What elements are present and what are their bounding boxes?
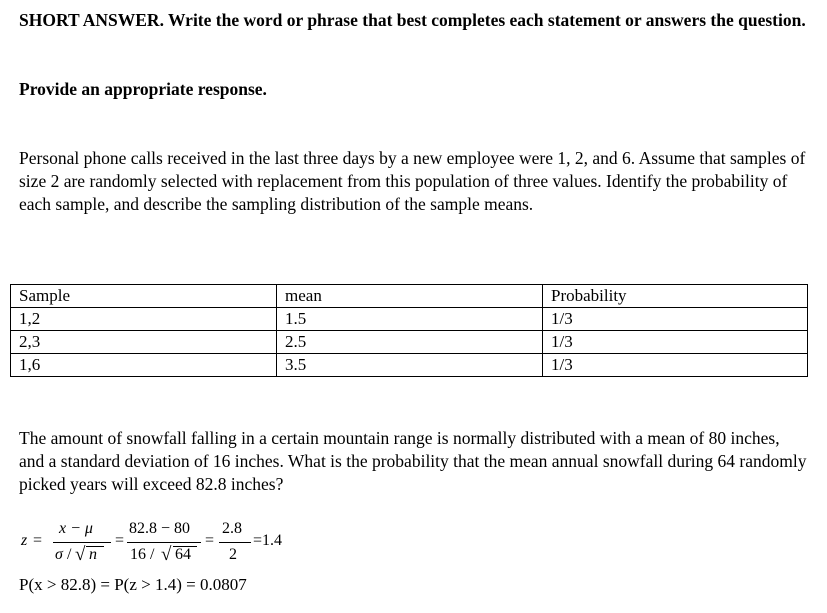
- z-score-formula: [19, 515, 439, 575]
- formula-denominator-2b: 64: [175, 546, 191, 563]
- table-cell: 1/3: [543, 331, 808, 354]
- formula-z: z: [21, 532, 28, 549]
- formula-numerator-3: 2.8: [222, 520, 242, 537]
- sample-table: [10, 284, 808, 377]
- table-cell: 1/3: [543, 308, 808, 331]
- probability-answer: P(x > 82.8) = P(z > 1.4) = 0.0807: [19, 575, 247, 594]
- formula-denominator-3: 2: [229, 546, 237, 563]
- table-cell: 2,3: [11, 331, 277, 354]
- formula-equals: =: [115, 532, 125, 549]
- sqrt-symbol: √: [75, 544, 86, 565]
- header-mean: mean: [277, 285, 543, 308]
- table-row: [11, 308, 808, 331]
- formula-sigma: σ: [55, 546, 63, 563]
- formula-equals: =: [33, 532, 43, 549]
- table-cell: 1,2: [11, 308, 277, 331]
- formula-denominator-2a: 16 /: [130, 546, 155, 563]
- question-2-text: The amount of snowfall falling in a certain mountain range is normally distributed with a mean of 80 inches, and a standard deviation of 16 inches. What is the probability that the mean annual snowfall during 64 randomly picked years will exceed 82.8 inches?: [19, 428, 807, 494]
- formula-n: n: [89, 546, 97, 563]
- formula-numerator-2: 82.8 − 80: [129, 520, 191, 537]
- sqrt-symbol: √: [161, 544, 172, 565]
- table-cell: 1/3: [543, 354, 808, 377]
- fraction-bar: [53, 542, 111, 543]
- question-1-text: Personal phone calls received in the last three days by a new employee were 1, 2, and 6. Assume that samples of size 2 are randomly selected with replacement from this population of three values. Identify the probability of each sample, and describe the sampling distribution of the sample means.: [19, 148, 806, 214]
- table-header-row: [11, 285, 808, 308]
- table-row: [11, 331, 808, 354]
- table-cell: 1,6: [11, 354, 277, 377]
- header-probability: Probability: [543, 285, 808, 308]
- fraction-bar: [127, 542, 201, 543]
- formula-equals: =: [205, 532, 215, 549]
- instruction-text: Provide an appropriate response.: [19, 79, 267, 99]
- table-cell: 2.5: [277, 331, 543, 354]
- table-cell: 1.5: [277, 308, 543, 331]
- formula-result: =1.4: [253, 532, 283, 549]
- fraction-bar: [219, 542, 251, 543]
- table-cell: 3.5: [277, 354, 543, 377]
- section-heading: SHORT ANSWER. Write the word or phrase that best completes each statement or answers the question.: [19, 10, 806, 30]
- table-row: [11, 354, 808, 377]
- formula-slash: /: [67, 546, 72, 563]
- formula-numerator-1: x − μ: [59, 520, 93, 537]
- header-sample: Sample: [11, 285, 277, 308]
